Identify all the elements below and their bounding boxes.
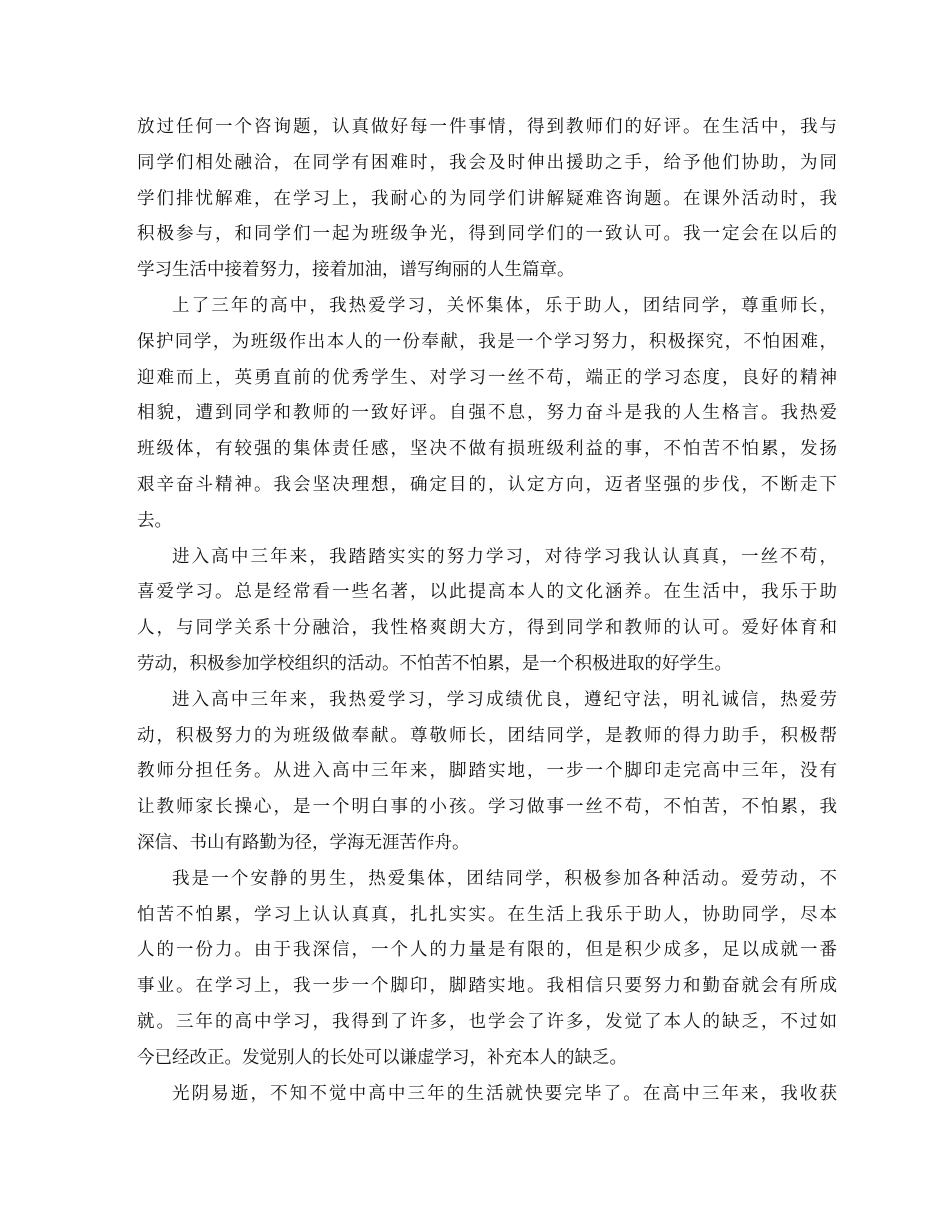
text-line: 事业。在学习上，我一步一个脚印，脚踏实地。我相信只要努力和勤奋就会有所成	[137, 976, 837, 997]
text-line: 放过任何一个咨询题，认真做好每一件事情，得到教师们的好评。在生活中，我与	[137, 117, 837, 137]
text-line: 今已经改正。发觉别人的长处可以谦虚学习，补充本人的缺乏。	[137, 1047, 627, 1068]
text-line: 怕苦不怕累，学习上认认真真，扎扎实实。在生活上我乐于助人，协助同学，尽本	[137, 904, 837, 925]
text-line: 深信、书山有路勤为径，学海无涯苦作舟。	[137, 832, 470, 853]
text-line: 同学们相处融洽，在同学有困难时，我会及时伸出援助之手，给予他们协助，为同	[137, 152, 837, 173]
text-line: 进入高中三年来，我踏踏实实的努力学习，对待学习我认认真真，一丝不苟，	[172, 546, 837, 567]
text-line: 班级体，有较强的集体责任感，坚决不做有损班级利益的事，不怕苦不怕累，发扬	[137, 439, 837, 460]
text-line: 进入高中三年来，我热爱学习，学习成绩优良，遵纪守法，明礼诚信，热爱劳	[172, 689, 837, 710]
text-line: 人的一份力。由于我深信，一个人的力量是有限的，但是积少成多，足以成就一番	[137, 940, 837, 961]
text-line: 喜爱学习。总是经常看一些名著，以此提高本人的文化涵养。在生活中，我乐于助	[137, 582, 837, 603]
text-line: 学们排忧解难，在学习上，我耐心的为同学们讲解疑难咨询题。在课外活动时，我	[137, 188, 837, 209]
text-line: 劳动，积极参加学校组织的活动。不怕苦不怕累，是一个积极进取的好学生。	[137, 653, 732, 674]
text-line: 学习生活中接着努力，接着加油，谱写绚丽的人生篇章。	[137, 260, 575, 281]
text-line: 教师分担任务。从进入高中三年来，脚踏实地，一步一个脚印走完高中三年，没有	[137, 761, 837, 782]
text-line: 光阴易逝，不知不觉中高中三年的生活就快要完毕了。在高中三年来，我收获	[172, 1083, 837, 1104]
text-line: 我是一个安静的男生，热爱集体，团结同学，积极参加各种活动。爱劳动，不	[172, 868, 837, 889]
text-line: 保护同学，为班级作出本人的一份奉献，我是一个学习努力，积极探究，不怕困难，	[137, 331, 837, 352]
text-line: 迎难而上，英勇直前的优秀学生、对学习一丝不苟，端正的学习态度，良好的精神	[137, 367, 837, 388]
text-line: 艰辛奋斗精神。我会坚决理想，确定目的，认定方向，迈者坚强的步伐，不断走下	[137, 474, 837, 495]
text-line: 动，积极努力的为班级做奉献。尊敬师长，团结同学，是教师的得力助手，积极帮	[137, 725, 837, 746]
document-body	[137, 110, 837, 1112]
text-line: 让教师家长操心，是一个明白事的小孩。学习做事一丝不苟，不怕苦，不怕累，我	[137, 797, 837, 818]
text-line: 上了三年的高中，我热爱学习，关怀集体，乐于助人，团结同学，尊重师长，	[172, 295, 837, 316]
text-line: 人，与同学关系十分融洽，我性格爽朗大方，得到同学和教师的认可。爱好体育和	[137, 618, 837, 639]
text-line: 相貌，遭到同学和教师的一致好评。自强不息，努力奋斗是我的人生格言。我热爱	[137, 403, 837, 424]
text-line: 就。三年的高中学习，我得到了许多，也学会了许多，发觉了本人的缺乏，不过如	[137, 1011, 837, 1032]
text-line: 去。	[137, 510, 172, 531]
text-line: 积极参与，和同学们一起为班级争光，得到同学们的一致认可。我一定会在以后的	[137, 224, 837, 245]
